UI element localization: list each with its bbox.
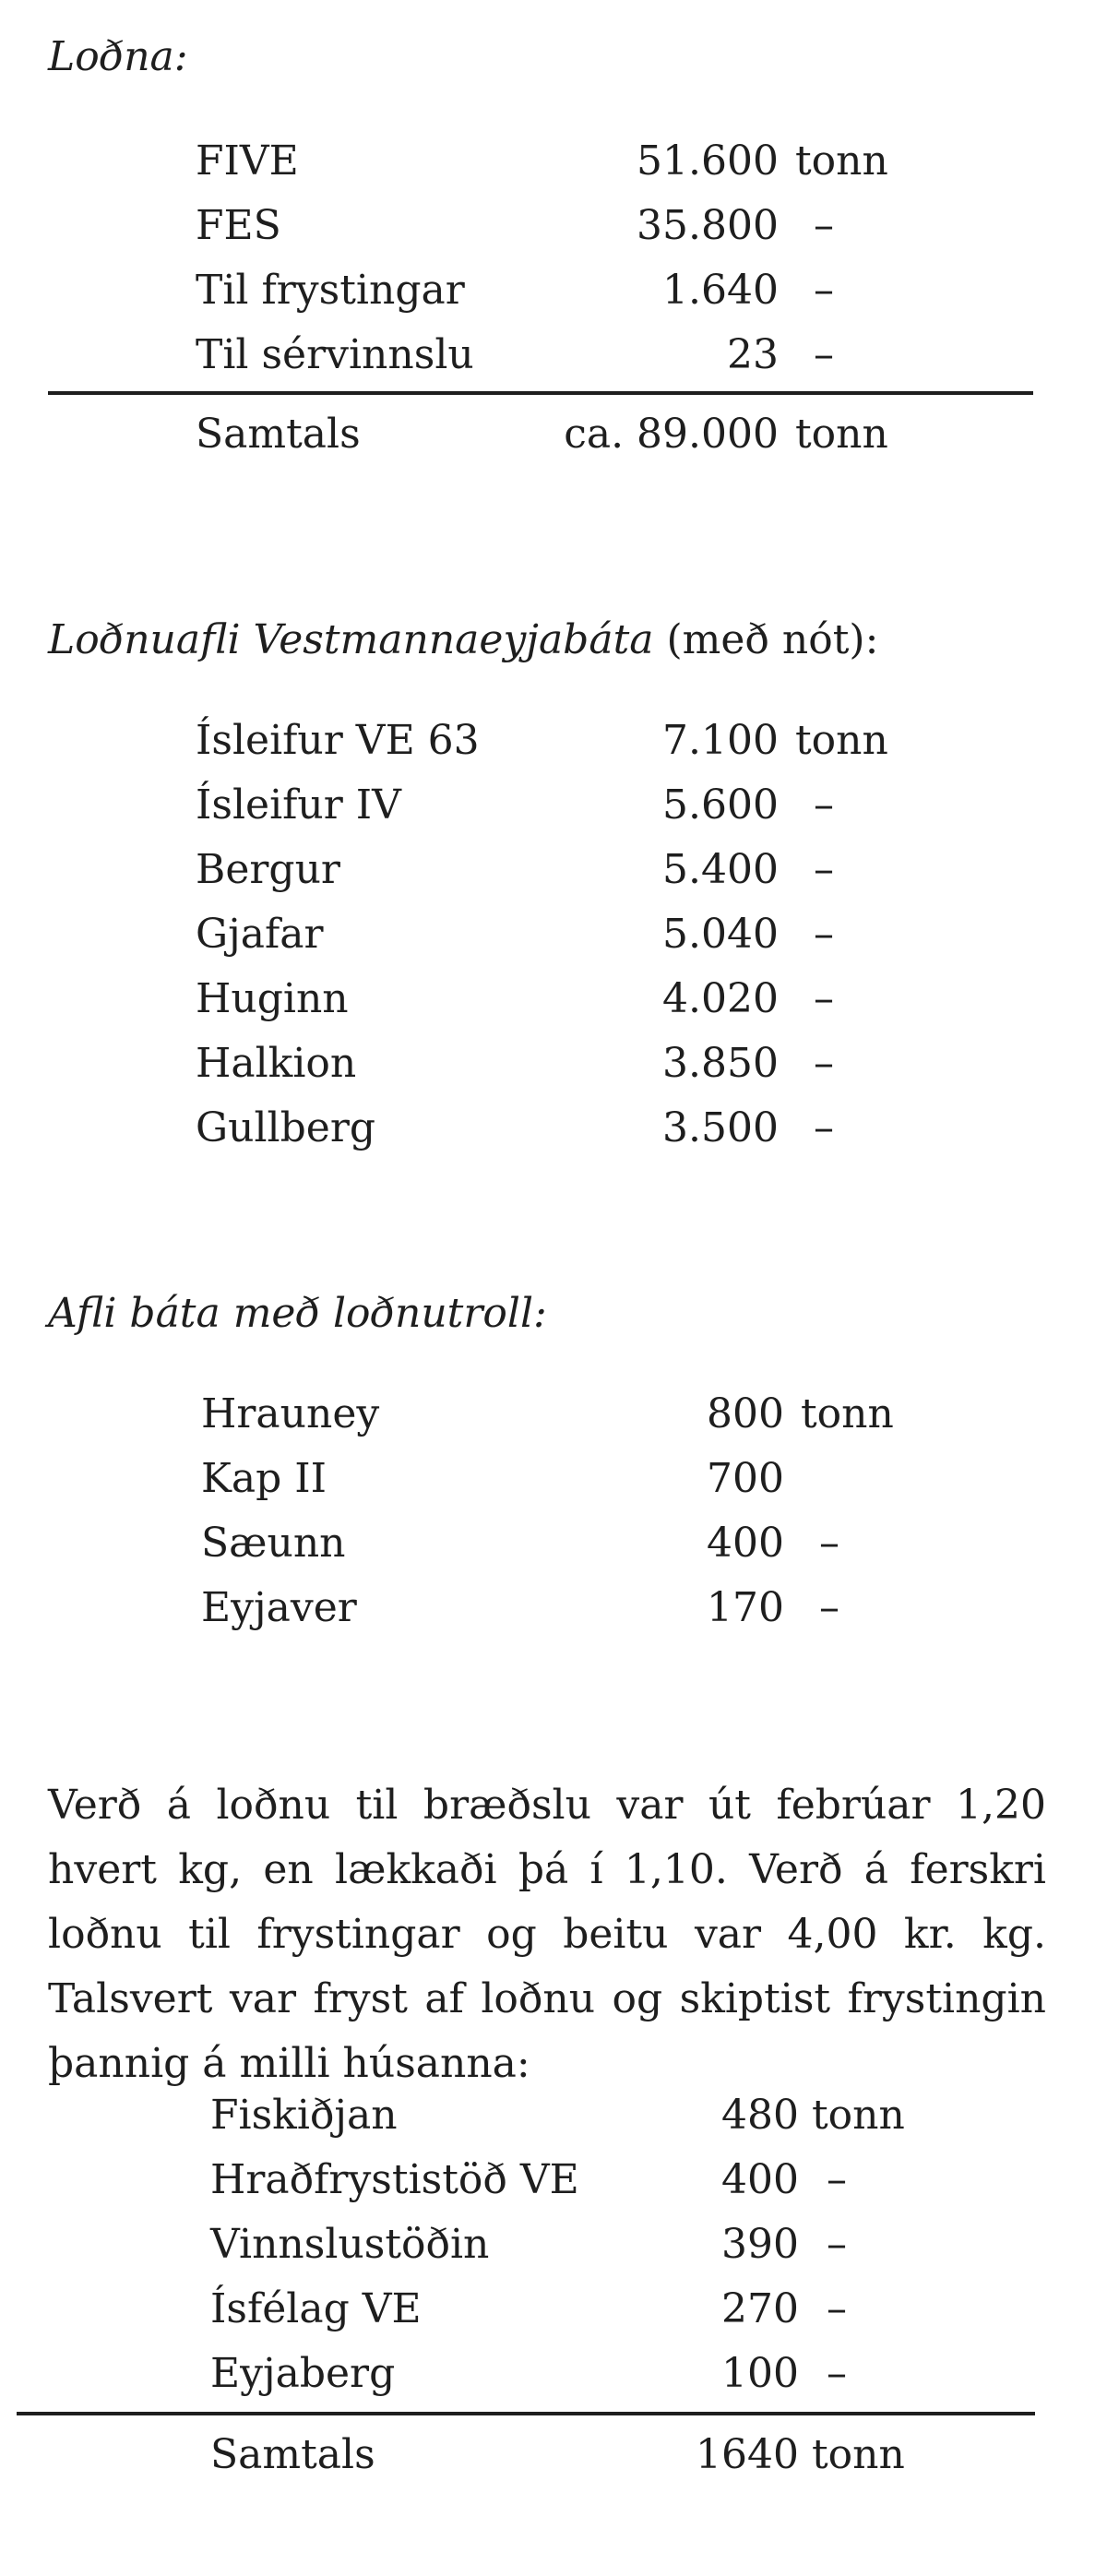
row-name: Eyjaberg [210, 2350, 396, 2397]
row-name: Gullberg [196, 1104, 376, 1151]
row-amount: 400 [707, 1520, 784, 1567]
row-unit: – [814, 1040, 834, 1087]
heading-plain-part: (með nót): [666, 616, 879, 663]
table-rule [48, 391, 1033, 395]
row-amount: 5.400 [662, 846, 779, 893]
table-row [196, 1033, 897, 1094]
row-unit: – [814, 781, 834, 829]
table-row [196, 904, 897, 965]
row-amount: 800 [707, 1390, 784, 1437]
row-name: Gjafar [196, 911, 324, 958]
table-row [201, 1449, 902, 1509]
row-amount: 390 [721, 2221, 799, 2268]
table-row [196, 969, 897, 1030]
row-name: Halkion [196, 1040, 357, 1087]
table-row [201, 1513, 902, 1574]
total-label: Samtals [210, 2431, 375, 2478]
row-unit: – [814, 846, 834, 893]
table-row [196, 775, 897, 836]
row-amount: 170 [707, 1584, 784, 1631]
heading-nota-afli [48, 616, 878, 663]
row-name: FIVE [196, 137, 299, 185]
row-unit: – [814, 267, 834, 314]
table-row [210, 2343, 911, 2404]
row-name: Hraðfrystistöð VE [210, 2156, 579, 2203]
total-unit: tonn [795, 411, 888, 458]
row-name: Til sérvinnslu [196, 331, 474, 378]
table-row [196, 325, 897, 386]
row-unit: – [814, 911, 834, 958]
row-unit: – [819, 1584, 839, 1631]
row-amount: 480 [721, 2092, 799, 2139]
body-paragraph: Verð á loðnu til bræðslu var út febrúar 1,20 hvert kg, en lækkaði þá í 1,10. Verð á ferskri loðnu til frystingar og beitu var 4,00 kr. kg. Talsvert var fryst af loðnu og skiptist frystingin þannig á milli húsanna: [48, 1782, 1046, 2087]
row-unit: tonn [795, 717, 888, 764]
row-amount: 400 [721, 2156, 799, 2203]
table-row [196, 710, 897, 771]
row-name: Eyjaver [201, 1584, 357, 1631]
row-amount: 5.040 [662, 911, 779, 958]
row-name: Til frystingar [196, 267, 465, 314]
row-name: Ísfélag VE [210, 2285, 422, 2332]
total-label: Samtals [196, 411, 361, 458]
row-amount: 100 [721, 2350, 799, 2397]
row-amount: 7.100 [662, 717, 779, 764]
total-amount: 1640 [696, 2431, 799, 2478]
total-row [210, 2425, 911, 2486]
table-row [210, 2150, 911, 2211]
row-name: Fiskiðjan [210, 2092, 398, 2139]
row-unit: tonn [812, 2092, 905, 2139]
row-amount: 270 [721, 2285, 799, 2332]
row-unit: – [827, 2156, 847, 2203]
total-unit: tonn [812, 2431, 905, 2478]
row-unit: – [814, 975, 834, 1022]
row-amount: 23 [727, 331, 779, 378]
row-amount: 5.600 [662, 781, 779, 829]
table-row [210, 2214, 911, 2275]
row-name: Ísleifur IV [196, 781, 401, 829]
row-unit: – [819, 1520, 839, 1567]
total-row [196, 404, 897, 465]
row-unit: tonn [795, 137, 888, 185]
row-amount: 1.640 [662, 267, 779, 314]
row-name: Bergur [196, 846, 340, 893]
row-name: Vinnslustöðin [210, 2221, 490, 2268]
row-name: Ísleifur VE 63 [196, 717, 480, 764]
row-amount: 3.850 [662, 1040, 779, 1087]
table-row [196, 840, 897, 900]
table-row [196, 131, 897, 192]
row-name: Huginn [196, 975, 349, 1022]
table-row [210, 2279, 911, 2340]
row-unit: tonn [801, 1390, 894, 1437]
table-row [201, 1384, 902, 1445]
row-amount: 51.600 [637, 137, 779, 185]
row-amount: 3.500 [662, 1104, 779, 1151]
table-rule [17, 2412, 1035, 2415]
row-unit: – [827, 2285, 847, 2332]
row-name: Sæunn [201, 1520, 346, 1567]
row-name: Hrauney [201, 1390, 380, 1437]
row-name: FES [196, 202, 281, 249]
heading-lodna: Loðna: [48, 33, 188, 80]
row-unit: – [827, 2350, 847, 2397]
heading-troll-afli: Afli báta með loðnutroll: [48, 1290, 547, 1337]
table-row [196, 196, 897, 256]
table-row [196, 260, 897, 321]
row-amount: 4.020 [662, 975, 779, 1022]
row-unit: – [814, 1104, 834, 1151]
row-name: Kap II [201, 1455, 327, 1502]
row-amount: 35.800 [637, 202, 779, 249]
row-unit: – [827, 2221, 847, 2268]
row-amount: 700 [707, 1455, 784, 1502]
row-unit: – [814, 202, 834, 249]
table-row [196, 1098, 897, 1159]
table-row [210, 2085, 911, 2146]
row-unit: – [814, 331, 834, 378]
table-row [201, 1578, 902, 1639]
heading-italic-part: Loðnuafli Vestmannaeyjabáta [48, 616, 654, 663]
total-amount: ca. 89.000 [564, 411, 779, 458]
